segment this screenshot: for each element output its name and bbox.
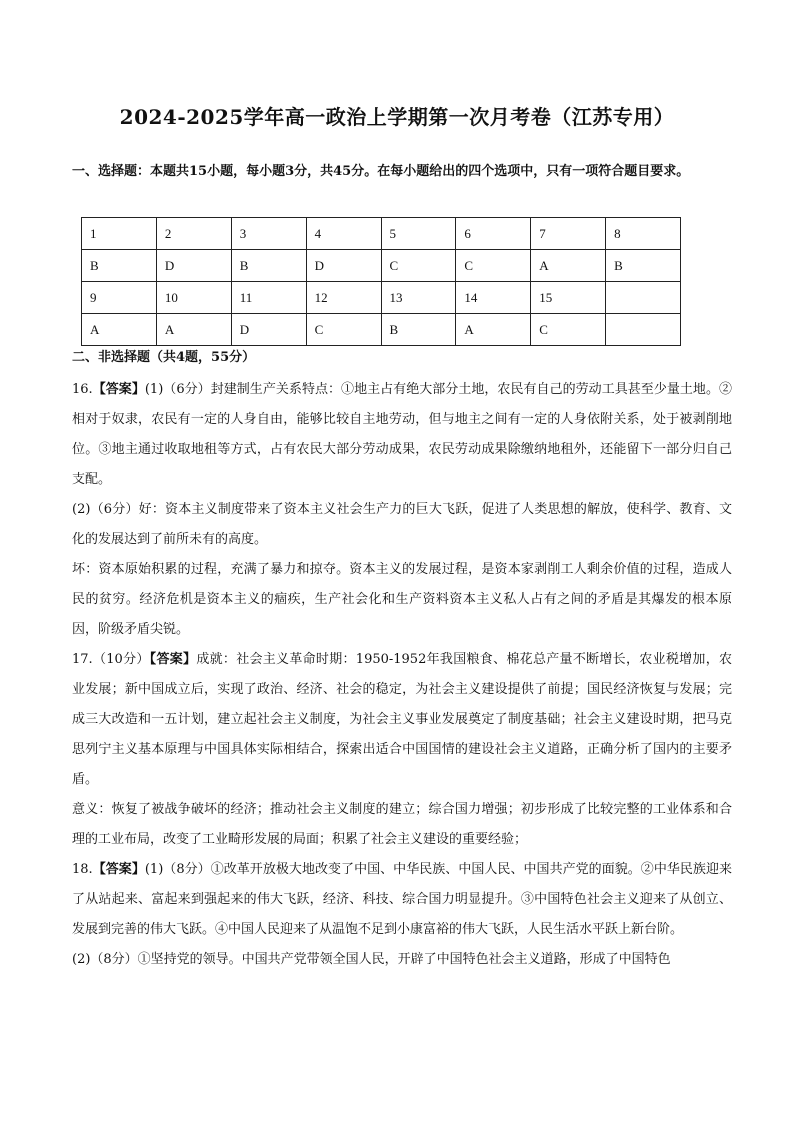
table-cell: 1: [82, 218, 157, 250]
q16-part2: (2)（6分）好：资本主义制度带来了资本主义社会生产力的巨大飞跃，促进了人类思想的解放，使科学、教育、文化的发展达到了前所未有的高度。: [72, 502, 732, 547]
q17-answer-tag: 【答案】: [149, 652, 197, 667]
table-cell: 11: [231, 282, 306, 314]
q18-part2: (2)（8分）①坚持党的领导。中国共产党带领全国人民，开辟了中国特色社会主义道路，形成了中国特色: [72, 952, 671, 967]
section-1-heading: 一、选择题：本题共15小题，每小题3分，共45分。在每小题给出的四个选项中，只有一项符合题目要求。: [72, 164, 690, 179]
table-cell: D: [231, 314, 306, 346]
q16-part2-cont: 坏：资本原始积累的过程，充满了暴力和掠夺。资本主义的发展过程，是资本家剥削工人剩余价值的过程，造成人民的贫穷。经济危机是资本主义的痼疾，生产社会化和生产资料资本主义私人占有之间的矛盾是其爆发的根本原因，阶级矛盾尖锐。: [72, 562, 732, 637]
table-cell: 14: [456, 282, 531, 314]
section-2-heading: 二、非选择题（共4题，55分）: [72, 350, 256, 365]
table-cell: 10: [156, 282, 231, 314]
q17-answer: [72, 645, 732, 795]
q17-text: 成就：社会主义革命时期：1950-1952年我国粮食、棉花总产量不断增长，农业税增加，农业发展；新中国成立后，实现了政治、经济、社会的稳定，为社会主义建设提供了前提；国民经济恢复与发展；完成三大改造和一五计划，建立起社会主义制度，为社会主义事业发展奠定了制度基础；社会主义建设时期，把马克思列宁主义基本原理与中国具体实际相结合，探索出适合中国国情的建设社会主义道路，正确分析了国内的主要矛盾。: [72, 652, 732, 787]
q17-significance: 意义：恢复了被战争破坏的经济；推动社会主义制度的建立；综合国力增强；初步形成了比较完整的工业体系和合理的工业布局，改变了工业畸形发展的局面；积累了社会主义建设的重要经验；: [72, 802, 732, 847]
table-cell: 12: [306, 282, 381, 314]
table-cell: B: [231, 250, 306, 282]
table-cell: 8: [606, 218, 681, 250]
table-cell: A: [456, 314, 531, 346]
table-cell: D: [156, 250, 231, 282]
answer-body: [72, 375, 732, 975]
question-number-row: [82, 218, 681, 250]
answer-key-row: [82, 314, 681, 346]
table-cell: 13: [381, 282, 456, 314]
table-cell: B: [381, 314, 456, 346]
q16-answer-tag: 【答案】: [92, 382, 145, 397]
table-cell: B: [82, 250, 157, 282]
answer-key-row: [82, 250, 681, 282]
table-cell: B: [606, 250, 681, 282]
table-cell: [606, 282, 681, 314]
q16-part1: [72, 375, 732, 495]
q18-part1-text: (1)（8分）①改革开放极大地改变了中国、中华民族、中国人民、中国共产党的面貌。②中华民族迎来了从站起来、富起来到强起来的伟大飞跃，经济、科技、综合国力明显提升。③中国特色社会主义迎来了从创立、发展到完善的伟大飞跃。④中国人民迎来了从温饱不足到小康富裕的伟大飞跃，人民生活水平跃上新台阶。: [72, 862, 732, 937]
table-cell: 3: [231, 218, 306, 250]
table-cell: D: [306, 250, 381, 282]
table-cell: A: [531, 250, 606, 282]
table-cell: 15: [531, 282, 606, 314]
table-cell: C: [456, 250, 531, 282]
answer-table: [81, 217, 681, 346]
table-cell: C: [531, 314, 606, 346]
table-cell: 4: [306, 218, 381, 250]
q18-number: 18.: [72, 862, 93, 877]
table-cell: 9: [82, 282, 157, 314]
table-cell: 7: [531, 218, 606, 250]
question-number-row: [82, 282, 681, 314]
page-title: 2024-2025学年高一政治上学期第一次月考卷（江苏专用）: [119, 105, 675, 129]
table-cell: 6: [456, 218, 531, 250]
table-cell: A: [156, 314, 231, 346]
answer-table-body: [82, 218, 681, 346]
q18-part1: [72, 855, 732, 945]
table-cell: [606, 314, 681, 346]
table-cell: C: [381, 250, 456, 282]
q18-answer-tag: 【答案】: [92, 862, 145, 877]
q17-number: 17.（10分）: [72, 652, 150, 667]
table-cell: C: [306, 314, 381, 346]
table-cell: A: [82, 314, 157, 346]
q16-part1-text: (1)（6分）封建制生产关系特点：①地主占有绝大部分土地，农民有自己的劳动工具甚至少量土地。②相对于奴隶，农民有一定的人身自由，能够比较自主地劳动，但与地主之间有一定的人身依附关系，处于被剥削地位。③地主通过收取地租等方式，占有农民大部分劳动成果，农民劳动成果除缴纳地租外，还能留下一部分归自己支配。: [72, 382, 732, 487]
q16-number: 16.: [72, 382, 93, 397]
table-cell: 2: [156, 218, 231, 250]
table-cell: 5: [381, 218, 456, 250]
